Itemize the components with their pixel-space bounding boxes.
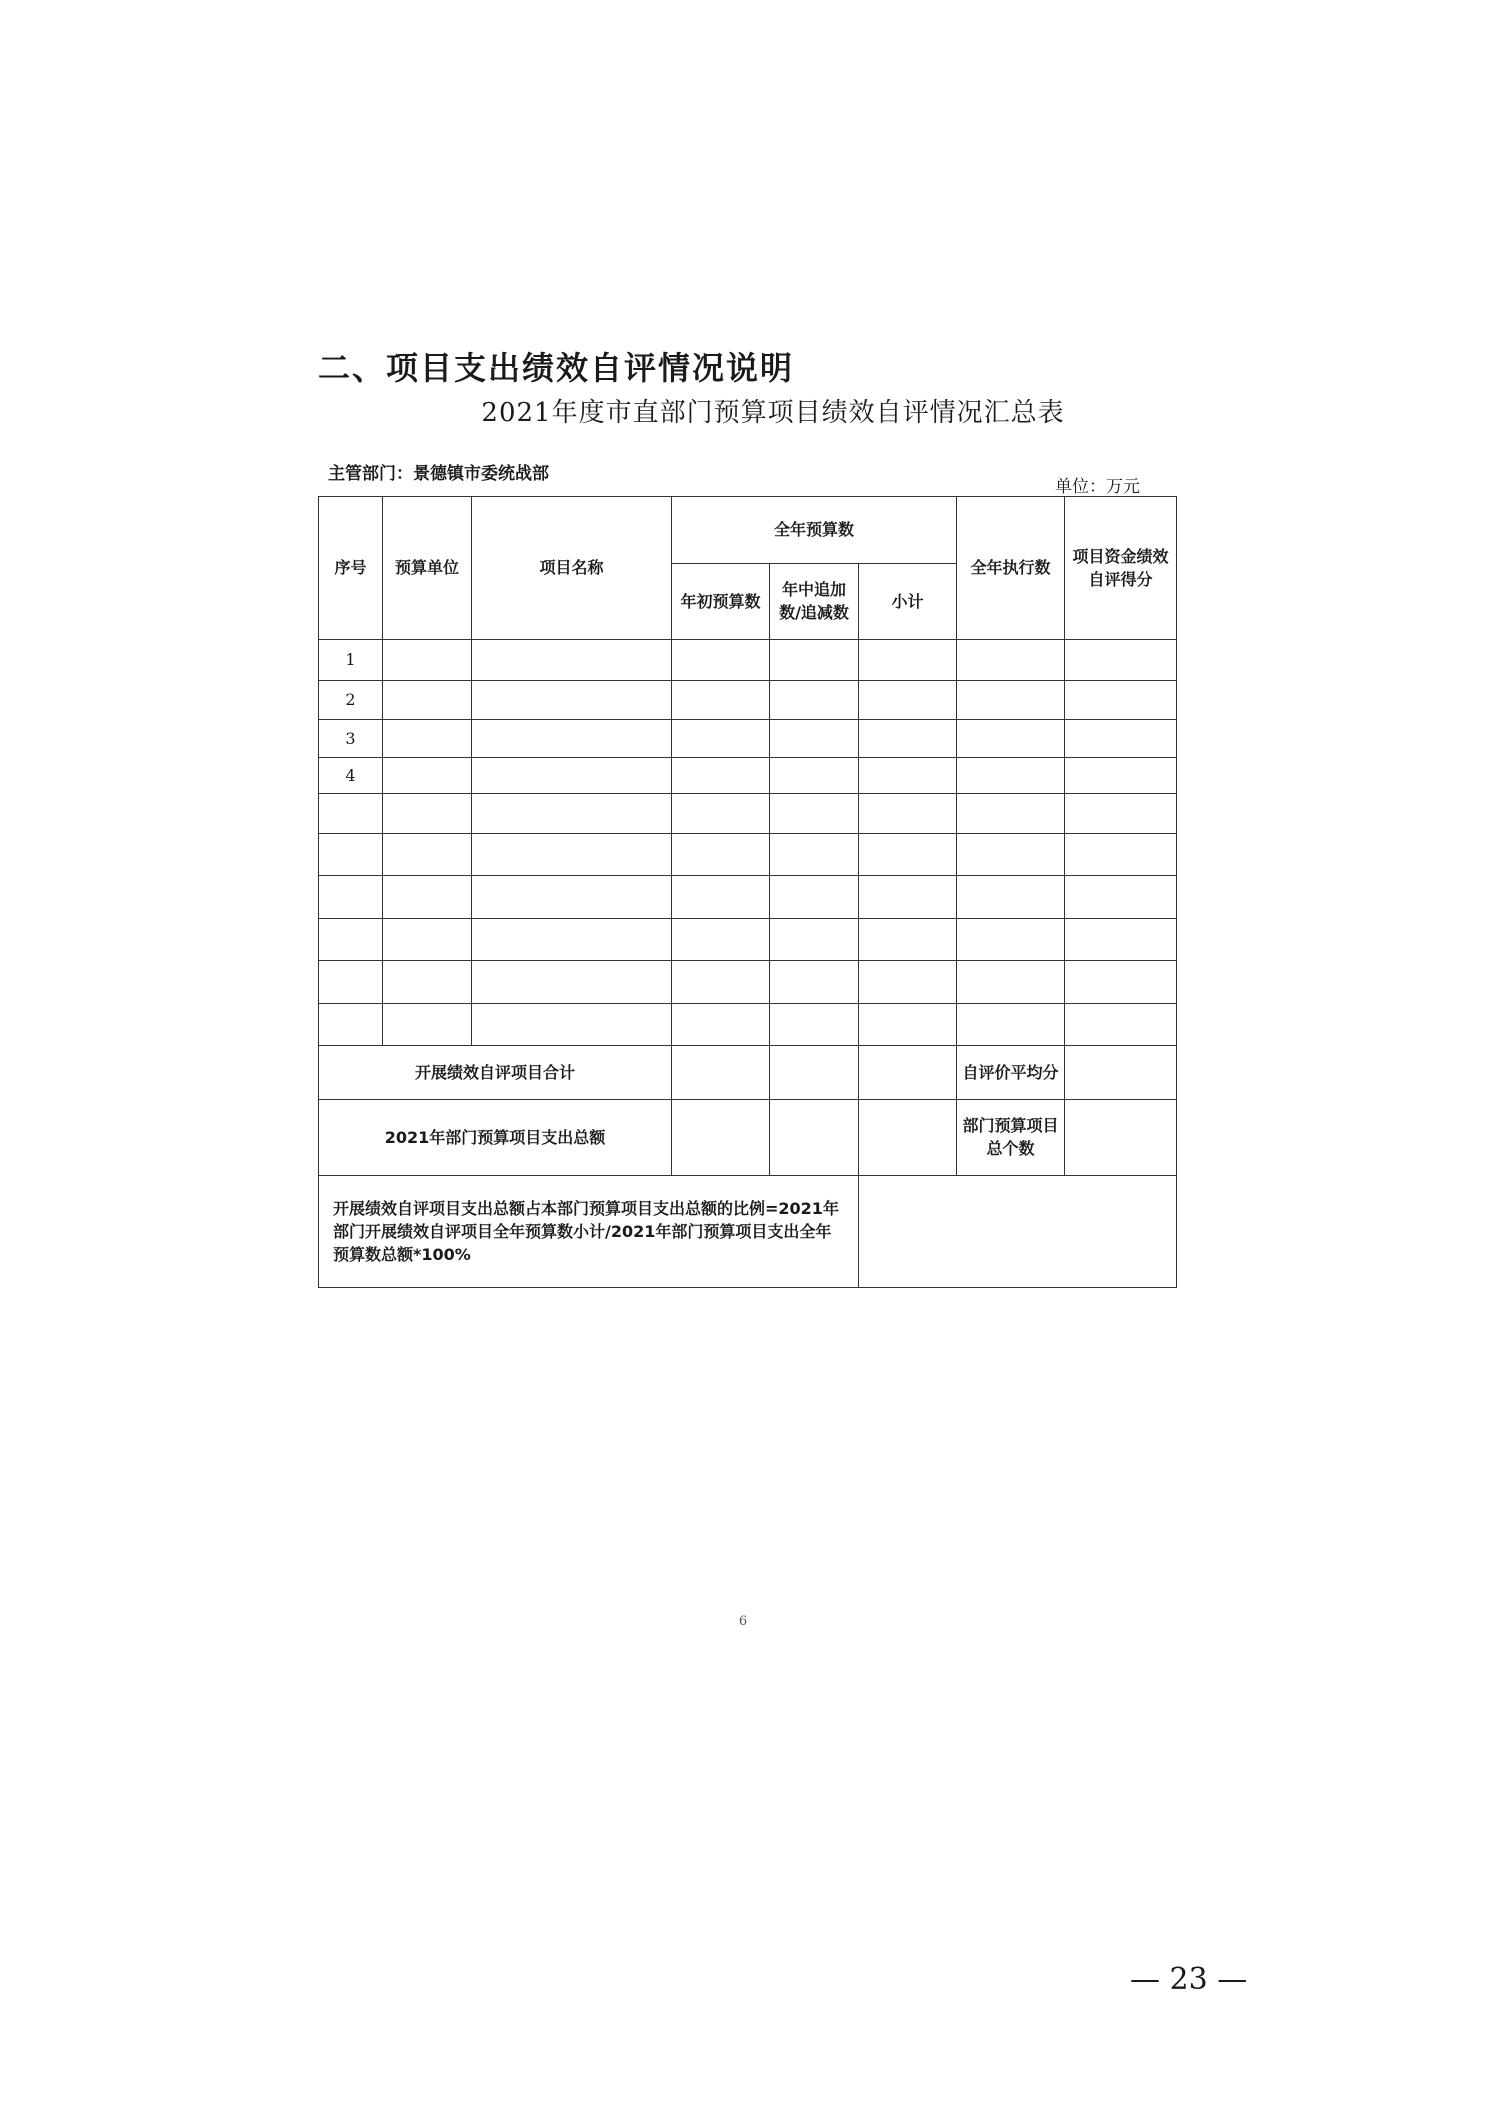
cell xyxy=(472,1003,672,1045)
table-row xyxy=(319,918,1177,960)
cell xyxy=(770,1099,859,1175)
cell xyxy=(859,1003,957,1045)
cell xyxy=(770,719,859,757)
row-seq xyxy=(319,794,383,833)
table-row xyxy=(319,1003,1177,1045)
cell xyxy=(472,719,672,757)
cell xyxy=(770,876,859,918)
cell xyxy=(672,876,770,918)
self-eval-avg-label: 自评价平均分 xyxy=(957,1046,1065,1100)
cell xyxy=(1065,794,1177,833)
cell xyxy=(957,681,1065,719)
cell xyxy=(957,918,1065,960)
row-seq xyxy=(319,876,383,918)
cell xyxy=(1065,1003,1177,1045)
cell xyxy=(672,794,770,833)
row-seq: 2 xyxy=(319,681,383,719)
cell xyxy=(859,961,957,1003)
row-seq xyxy=(319,1003,383,1045)
cell xyxy=(770,918,859,960)
header-seq: 序号 xyxy=(319,497,383,640)
cell xyxy=(770,833,859,875)
cell xyxy=(472,681,672,719)
cell xyxy=(859,719,957,757)
cell xyxy=(859,1046,957,1100)
ratio-note: 开展绩效自评项目支出总额占本部门预算项目支出总额的比例=2021年部门开展绩效自评项目全年预算数小计/2021年部门预算项目支出全年预算数总额*100% xyxy=(319,1175,859,1287)
table-row xyxy=(319,961,1177,1003)
cell xyxy=(383,833,472,875)
cell xyxy=(472,794,672,833)
row-seq: 4 xyxy=(319,757,383,793)
department-label: 主管部门：景德镇市委统战部 xyxy=(328,464,549,484)
cell xyxy=(957,719,1065,757)
cell xyxy=(770,961,859,1003)
cell xyxy=(383,794,472,833)
cell xyxy=(957,794,1065,833)
cell xyxy=(383,1003,472,1045)
cell xyxy=(672,918,770,960)
table-title: 2021年度市直部门预算项目绩效自评情况汇总表 xyxy=(481,398,1065,428)
cell xyxy=(1065,961,1177,1003)
header-fund-score: 项目资金绩效自评得分 xyxy=(1065,497,1177,640)
ratio-value-cell xyxy=(859,1175,1177,1287)
table-row xyxy=(319,876,1177,918)
cell xyxy=(770,757,859,793)
cell xyxy=(472,918,672,960)
cell xyxy=(672,719,770,757)
cell xyxy=(957,961,1065,1003)
row-seq: 3 xyxy=(319,719,383,757)
row-seq xyxy=(319,961,383,1003)
cell xyxy=(1065,757,1177,793)
cell xyxy=(672,1003,770,1045)
unit-label: 单位：万元 xyxy=(1055,477,1140,497)
header-project-name: 项目名称 xyxy=(472,497,672,640)
cell xyxy=(472,833,672,875)
cell xyxy=(1065,639,1177,680)
cell xyxy=(672,681,770,719)
table-row xyxy=(319,833,1177,875)
cell xyxy=(957,1003,1065,1045)
inner-page-number: 6 xyxy=(738,1614,748,1629)
cell xyxy=(672,639,770,680)
cell xyxy=(472,757,672,793)
section-heading: 二、项目支出绩效自评情况说明 xyxy=(318,349,795,387)
cell xyxy=(770,639,859,680)
cell xyxy=(383,961,472,1003)
cell xyxy=(1065,681,1177,719)
header-initial-budget: 年初预算数 xyxy=(672,563,770,639)
row-seq xyxy=(319,833,383,875)
cell xyxy=(472,961,672,1003)
cell xyxy=(770,794,859,833)
cell xyxy=(672,1046,770,1100)
cell xyxy=(859,639,957,680)
page-footer: — 23 — xyxy=(1130,1962,1248,1997)
cell xyxy=(859,794,957,833)
cell xyxy=(672,1099,770,1175)
cell xyxy=(383,876,472,918)
cell xyxy=(383,681,472,719)
cell xyxy=(957,639,1065,680)
header-annual-budget: 全年预算数 xyxy=(672,497,957,564)
cell xyxy=(957,757,1065,793)
cell xyxy=(770,681,859,719)
cell xyxy=(957,876,1065,918)
cell xyxy=(859,757,957,793)
cell xyxy=(383,918,472,960)
table-row xyxy=(319,639,1177,680)
table-row xyxy=(319,681,1177,719)
cell xyxy=(770,1003,859,1045)
header-mid-year-adjust: 年中追加数/追减数 xyxy=(770,563,859,639)
dept-project-count-label: 部门预算项目总个数 xyxy=(957,1099,1065,1175)
self-eval-total-label: 开展绩效自评项目合计 xyxy=(319,1046,672,1100)
table-row xyxy=(319,757,1177,793)
cell xyxy=(1065,918,1177,960)
table-row xyxy=(319,719,1177,757)
cell xyxy=(1065,833,1177,875)
cell xyxy=(859,833,957,875)
cell xyxy=(472,876,672,918)
cell xyxy=(859,681,957,719)
cell xyxy=(957,833,1065,875)
cell xyxy=(859,918,957,960)
row-seq: 1 xyxy=(319,639,383,680)
cell xyxy=(859,876,957,918)
header-budget-unit: 预算单位 xyxy=(383,497,472,640)
cell xyxy=(1065,1046,1177,1100)
cell xyxy=(383,719,472,757)
table-row xyxy=(319,794,1177,833)
header-subtotal: 小计 xyxy=(859,563,957,639)
cell xyxy=(1065,719,1177,757)
summary-table xyxy=(318,496,1177,1288)
row-seq xyxy=(319,918,383,960)
cell xyxy=(383,757,472,793)
header-annual-execution: 全年执行数 xyxy=(957,497,1065,640)
cell xyxy=(770,1046,859,1100)
cell xyxy=(672,833,770,875)
cell xyxy=(1065,876,1177,918)
cell xyxy=(859,1099,957,1175)
cell xyxy=(672,757,770,793)
cell xyxy=(672,961,770,1003)
cell xyxy=(1065,1099,1177,1175)
cell xyxy=(472,639,672,680)
dept-total-label: 2021年部门预算项目支出总额 xyxy=(319,1099,672,1175)
cell xyxy=(383,639,472,680)
